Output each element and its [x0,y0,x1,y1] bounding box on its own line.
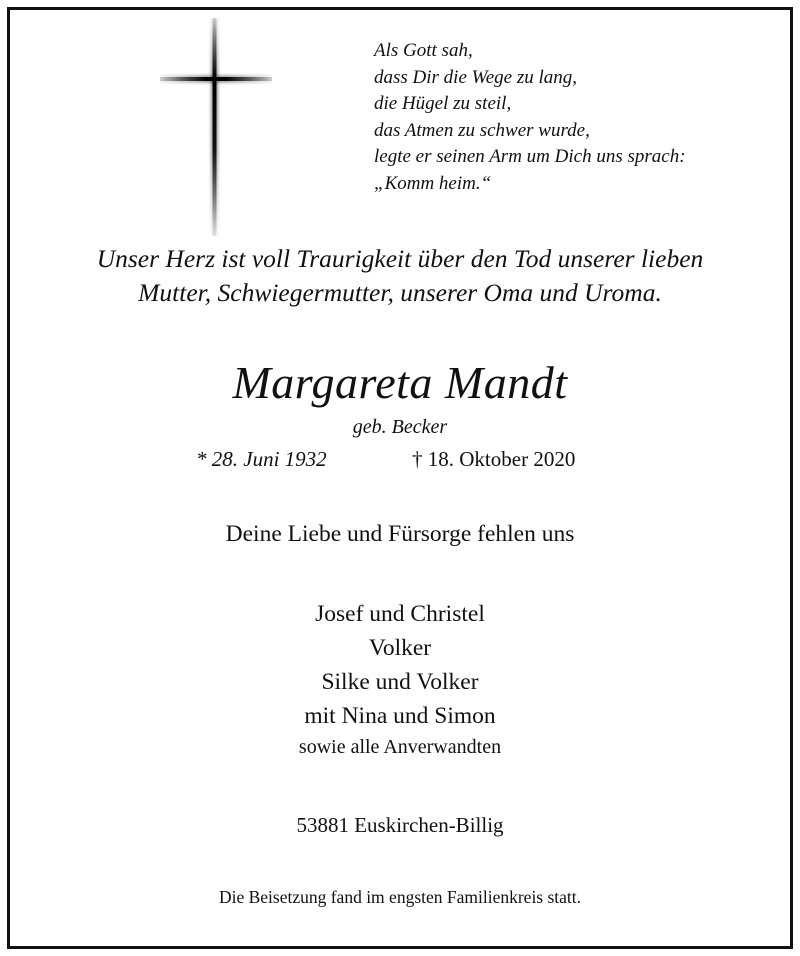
maiden-name: geb. Becker [352,416,448,438]
poem-line: die Hügel zu steil, [374,93,512,114]
cross-icon [160,18,272,236]
family-member: Silke und Volker [321,669,479,695]
poem-line: dass Dir die Wege zu lang, [374,66,578,88]
poem-line: „Komm heim.“ [374,172,492,194]
poem [374,38,686,197]
intro-line: Unser Herz ist voll Traurigkeit über den Tod unserer lieben [96,244,704,273]
poem-line: das Atmen zu schwer wurde, [374,119,590,141]
remembrance-message: Deine Liebe und Fürsorge fehlen uns [225,521,575,547]
burial-note: Die Beisetzung fand im engsten Familienkreis statt. [218,887,582,907]
location: 53881 Euskirchen-Billig [296,813,504,837]
family-member: Josef und Christel [315,601,485,627]
poem-line: Als Gott sah, [374,40,473,61]
family-member: Volker [368,635,432,661]
birth-date: * 28. Juni 1932 [196,447,327,471]
death-date: † 18. Oktober 2020 [412,447,576,471]
deceased-name: Margareta Mandt [232,357,568,408]
intro-line: Mutter, Schwiegermutter, unserer Oma und Uroma. [138,278,662,307]
family-list [0,597,800,733]
relatives-line: sowie alle Anverwandten [298,736,502,758]
intro-text [0,242,800,310]
family-member: mit Nina und Simon [304,703,496,729]
poem-line: legte er seinen Arm um Dich uns sprach: [374,146,686,167]
